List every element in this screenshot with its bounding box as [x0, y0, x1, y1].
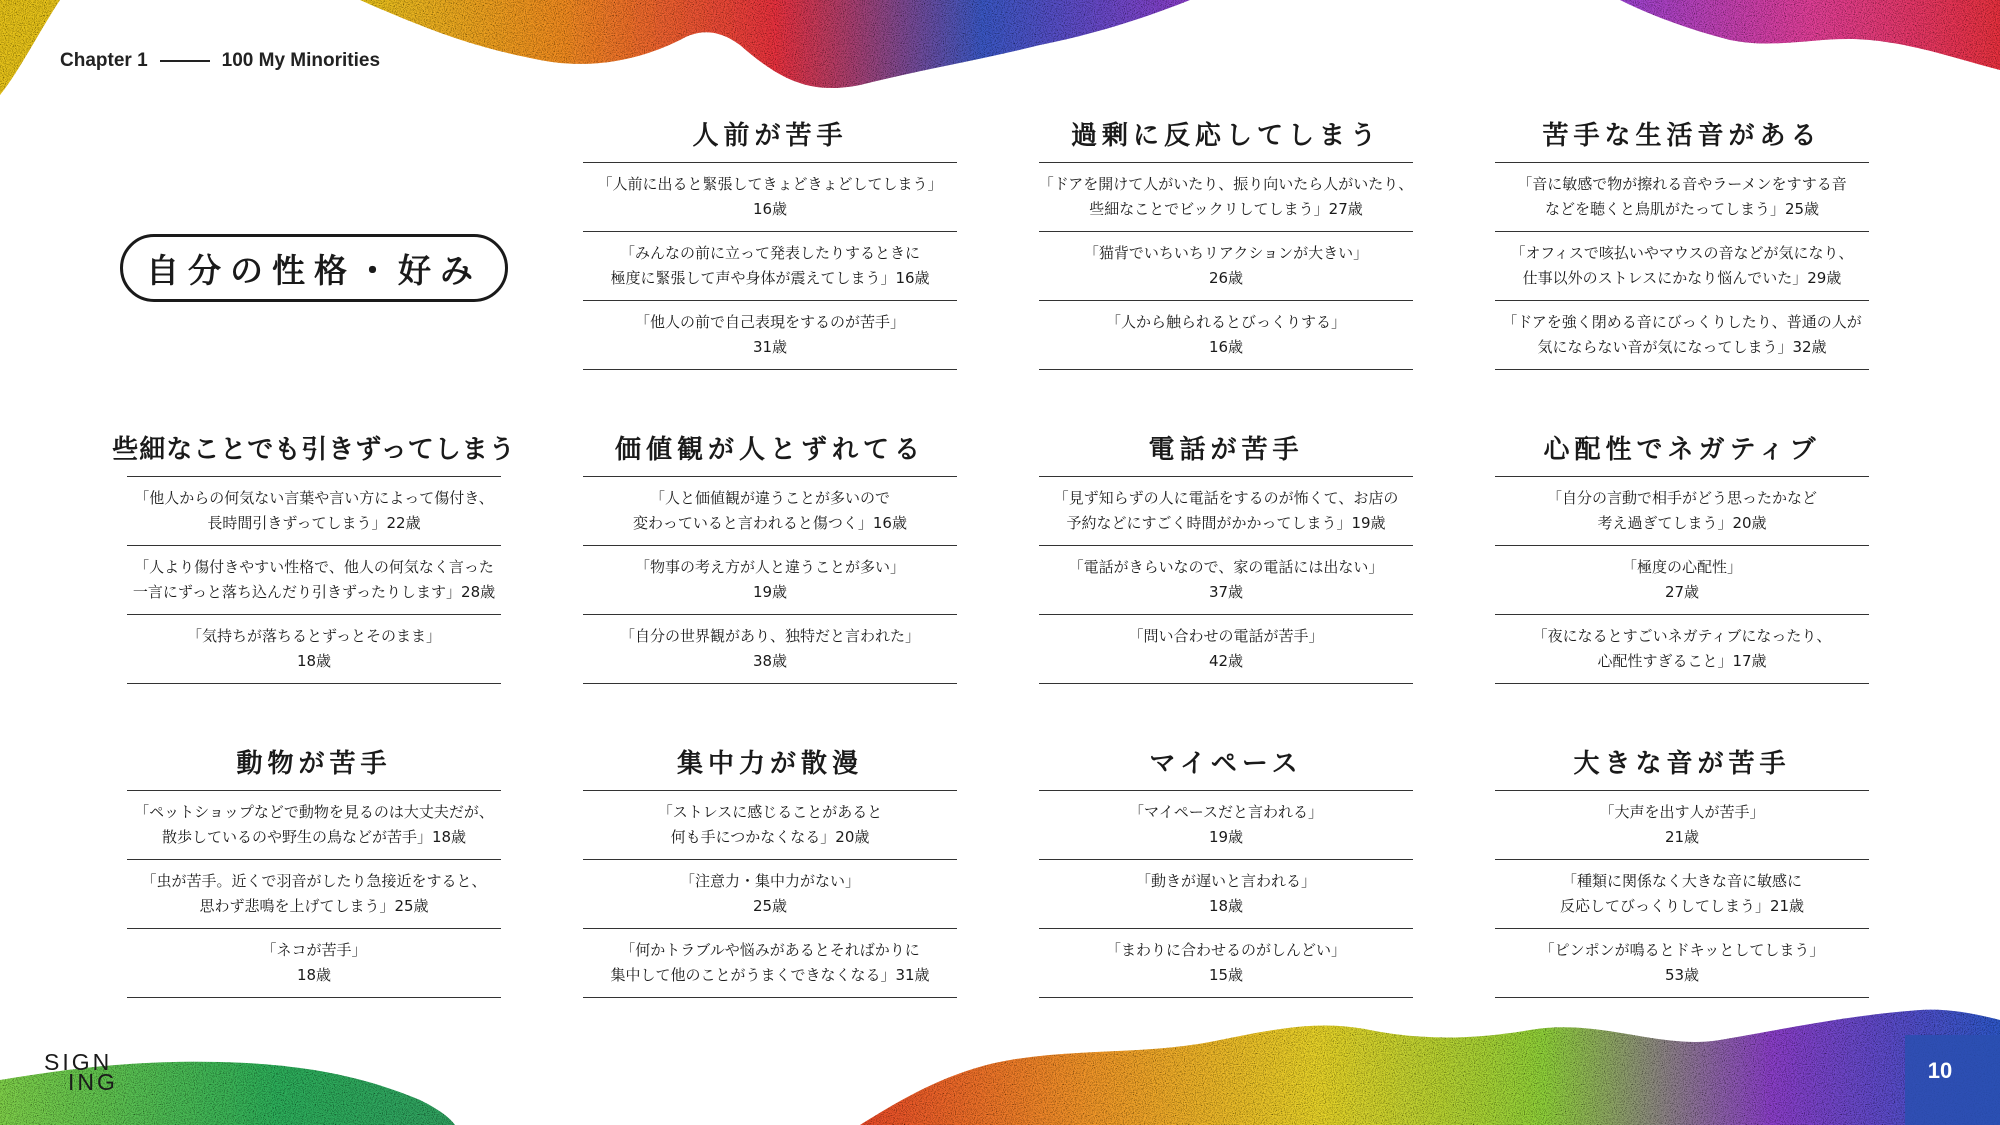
quote-entry	[1039, 929, 1413, 998]
quote-entry	[583, 791, 957, 860]
quote-entry	[1495, 929, 1869, 998]
page-number: 10	[1927, 1058, 1953, 1083]
quote-entry	[127, 791, 501, 860]
quote-line: 「ネコが苦手」	[261, 941, 367, 959]
signing-logo	[44, 1049, 118, 1095]
quote-line: 「注意力・集中力がない」	[679, 872, 860, 890]
logo-line: SIGN	[44, 1049, 113, 1075]
topic-block	[1495, 104, 1869, 370]
topic-block	[1039, 418, 1413, 684]
topic-title: マイペース	[1039, 732, 1413, 791]
quote-line: 「虫が苦手。近くで羽音がしたり急接近をすると、	[141, 872, 487, 890]
quote-line: 42歳	[1208, 652, 1244, 670]
topic-title: 過剰に反応してしまう	[1039, 104, 1413, 163]
quote-line: 「他人の前で自己表現をするのが苦手」	[634, 313, 905, 331]
quote-line: 「電話がきらいなので、家の電話には出ない」	[1068, 558, 1384, 576]
quote-line: 「ドアを開けて人がいたり、振り向いたら人がいたり、	[1038, 175, 1414, 193]
topic-title: 些細なことでも引きずってしまう	[127, 418, 501, 477]
logo-line: ING	[68, 1069, 118, 1095]
quote-line: 27歳	[1664, 583, 1700, 601]
topic-block	[112, 418, 516, 684]
quote-line: 26歳	[1208, 269, 1244, 287]
quote-entry	[1495, 546, 1869, 615]
topic-block	[127, 732, 501, 998]
topic-block	[583, 104, 957, 370]
quote-line: 「見ず知らずの人に電話をするのが怖くて、お店の	[1053, 489, 1399, 507]
quote-line: 心配性すぎること」17歳	[1597, 652, 1767, 670]
quote-line: 19歳	[1208, 828, 1244, 846]
quote-entry	[1495, 860, 1869, 929]
quote-line: 何も手につかなくなる」20歳	[670, 828, 870, 846]
quote-line: 「人より傷付きやすい性格で、他人の何気なく言った	[134, 558, 494, 576]
quote-line: 「人前に出ると緊張してきょどきょどしてしまう」	[597, 175, 943, 193]
quote-line: 16歳	[1208, 338, 1244, 356]
header-rule	[160, 60, 210, 62]
quote-entry	[1039, 546, 1413, 615]
quote-line: 31歳	[752, 338, 788, 356]
quote-line: 「みんなの前に立って発表したりするときに	[619, 244, 920, 262]
quote-line: 変わっていると言われると傷つく」16歳	[633, 514, 907, 532]
quote-line: 18歳	[1208, 897, 1244, 915]
quote-line: 些細なことでビックリしてしまう」27歳	[1089, 200, 1363, 218]
quote-entry	[583, 546, 957, 615]
quote-line: 予約などにすごく時間がかかってしまう」19歳	[1066, 514, 1386, 532]
quote-entry	[1495, 163, 1869, 232]
topic-title: 心配性でネガティブ	[1495, 418, 1869, 477]
quote-line: 「大声を出す人が苦手」	[1599, 803, 1765, 821]
quote-line: 「何かトラブルや悩みがあるとそればかりに	[620, 941, 920, 959]
quote-entry	[583, 615, 957, 684]
topic-title: 苦手な生活音がある	[1495, 104, 1869, 163]
quote-entry	[583, 163, 957, 232]
quote-entry	[1495, 477, 1869, 546]
quote-entry	[1039, 163, 1413, 232]
quote-line: 「極度の心配性」	[1621, 558, 1742, 576]
quote-entry	[127, 929, 501, 998]
quote-line: 18歳	[296, 966, 332, 984]
quote-entry	[127, 477, 501, 546]
topic-block	[1495, 732, 1869, 998]
quote-entry	[1039, 301, 1413, 370]
quote-line: 25歳	[752, 897, 788, 915]
quote-entry	[583, 232, 957, 301]
quote-line: 「問い合わせの電話が苦手」	[1128, 627, 1324, 645]
quote-line: 「自分の言動で相手がどう思ったかなど	[1546, 489, 1817, 507]
quote-line: 集中して他のことがうまくできなくなる」31歳	[610, 966, 930, 984]
chapter-header	[60, 50, 380, 72]
quote-line: 「他人からの何気ない言葉や言い方によって傷付き、	[134, 489, 494, 507]
quote-line: 「人から触られるとびっくりする」	[1105, 313, 1346, 331]
topic-block	[1039, 732, 1413, 998]
quote-entry	[1039, 232, 1413, 301]
quote-line: 15歳	[1208, 966, 1244, 984]
quote-entry	[1495, 301, 1869, 370]
topic-title: 集中力が散漫	[583, 732, 957, 791]
quote-entry	[583, 477, 957, 546]
topic-block	[1495, 418, 1869, 684]
quote-line: 「まわりに合わせるのがしんどい」	[1105, 941, 1346, 959]
quote-line: 「ピンポンが鳴るとドキッとしてしまう」	[1539, 941, 1825, 959]
quote-line: 「夜になるとすごいネガティブになったり、	[1532, 627, 1832, 645]
topic-title: 価値観が人とずれてる	[583, 418, 957, 477]
quote-line: 19歳	[752, 583, 788, 601]
quote-line: 21歳	[1664, 828, 1700, 846]
quote-line: 「猫背でいちいちリアクションが大きい」	[1083, 244, 1369, 262]
quote-line: 「種類に関係なく大きな音に敏感に	[1561, 872, 1802, 890]
quote-line: 「自分の世界観があり、独特だと言われた」	[619, 627, 920, 645]
quote-entry	[127, 860, 501, 929]
quote-line: 18歳	[296, 652, 332, 670]
quote-line: 仕事以外のストレスにかなり悩んでいた」29歳	[1522, 269, 1842, 287]
quote-line: 38歳	[752, 652, 788, 670]
chapter-label: Chapter 1	[60, 50, 148, 71]
quote-entry	[1495, 615, 1869, 684]
quote-entry	[1039, 791, 1413, 860]
quote-entry	[1495, 232, 1869, 301]
quote-line: 「人と価値観が違うことが多いので	[649, 489, 890, 507]
quote-entry	[127, 546, 501, 615]
topic-title: 大きな音が苦手	[1495, 732, 1869, 791]
chapter-title: 100 My Minorities	[221, 50, 381, 71]
quote-line: 思わず悲鳴を上げてしまう」25歳	[199, 897, 429, 915]
quote-entry	[583, 929, 957, 998]
quote-line: 「音に敏感で物が擦れる音やラーメンをすする音	[1517, 175, 1847, 193]
quote-entry	[127, 615, 501, 684]
quote-entry	[583, 860, 957, 929]
topic-title: 電話が苦手	[1039, 418, 1413, 477]
quote-line: 16歳	[752, 200, 788, 218]
quote-entry	[1039, 477, 1413, 546]
quote-line: 「ドアを強く閉める音にびっくりしたり、普通の人が	[1502, 313, 1862, 331]
quote-line: 37歳	[1208, 583, 1244, 601]
category-label: 自分の性格・好み	[120, 234, 508, 302]
topic-block	[583, 732, 957, 998]
quote-line: 極度に緊張して声や身体が震えてしまう」16歳	[610, 269, 930, 287]
topic-block	[1039, 104, 1413, 370]
quote-line: 「動きが遅いと言われる」	[1135, 872, 1316, 890]
quote-line: 一言にずっと落ち込んだり引きずったりします」28歳	[132, 583, 496, 601]
quote-line: 「物事の考え方が人と違うことが多い」	[634, 558, 905, 576]
quote-line: 散歩しているのや野生の鳥などが苦手」18歳	[161, 828, 467, 846]
topic-title: 動物が苦手	[127, 732, 501, 791]
topic-title: 人前が苦手	[583, 104, 957, 163]
quote-line: 「ペットショップなどで動物を見るのは大丈夫だが、	[134, 803, 494, 821]
quote-line: 反応してびっくりしてしまう」21歳	[1559, 897, 1805, 915]
quote-line: 「ストレスに感じることがあると	[657, 803, 883, 821]
quote-line: 考え過ぎてしまう」20歳	[1597, 514, 1767, 532]
quote-entry	[583, 301, 957, 370]
quote-entry	[1039, 860, 1413, 929]
quote-line: 気にならない音が気になってしまう」32歳	[1537, 338, 1827, 356]
quote-line: 「オフィスで咳払いやマウスの音などが気になり、	[1510, 244, 1854, 262]
quote-line: 長時間引きずってしまう」22歳	[207, 514, 421, 532]
quote-entry	[1039, 615, 1413, 684]
quote-line: などを聴くと鳥肌がたってしまう」25歳	[1544, 200, 1820, 218]
topic-block	[583, 418, 957, 684]
quote-line: 「マイペースだと言われる」	[1129, 803, 1323, 821]
quote-entry	[1495, 791, 1869, 860]
quote-line: 53歳	[1664, 966, 1700, 984]
quote-line: 「気持ちが落ちるとずっとそのまま」	[186, 627, 442, 645]
